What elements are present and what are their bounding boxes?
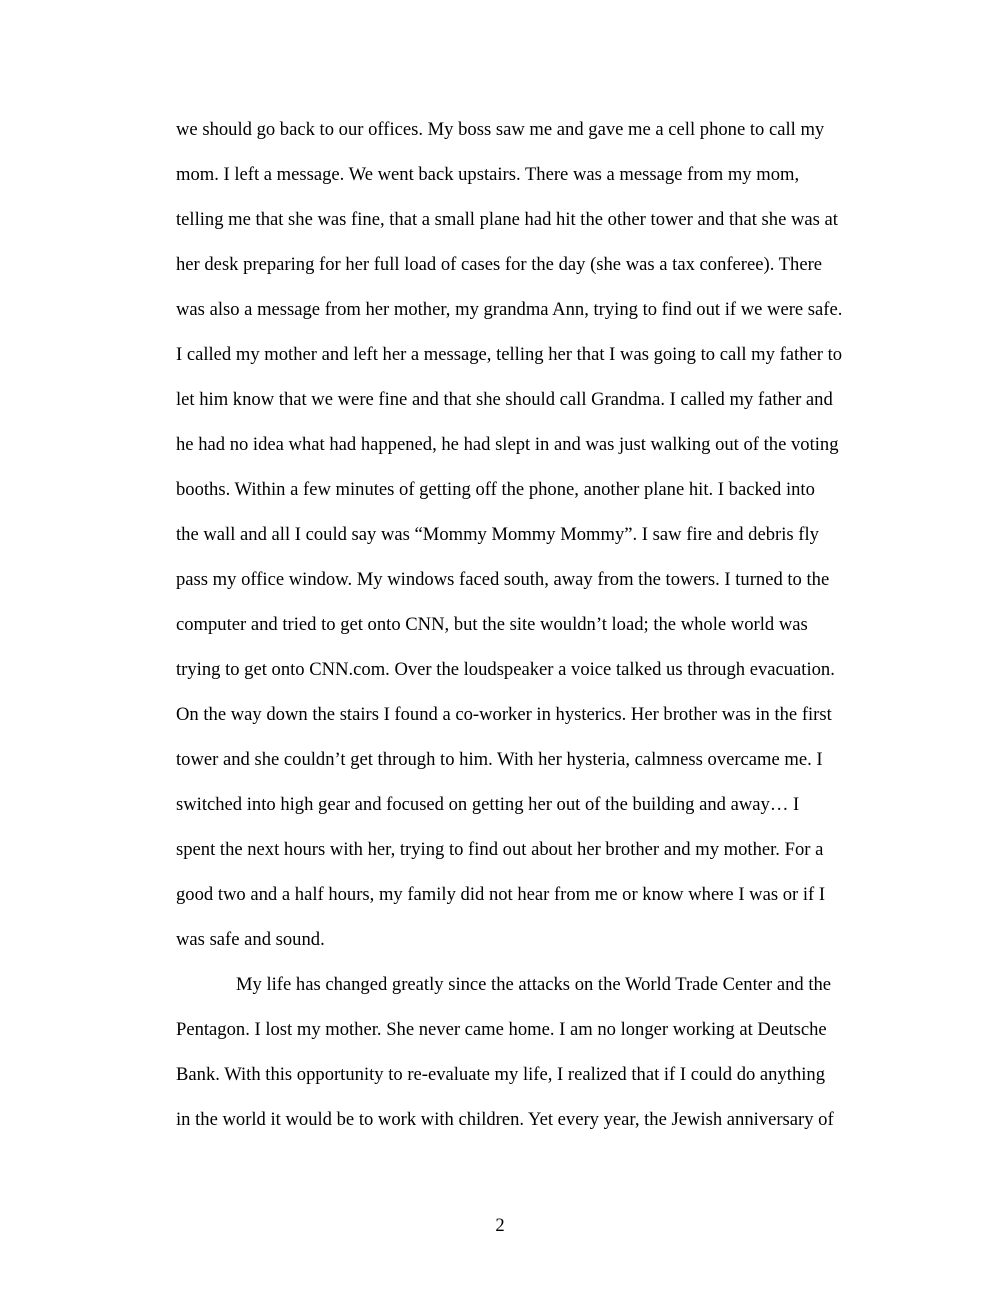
text-line: the wall and all I could say was “Mommy Mommy Mommy”. I saw fire and debris fly xyxy=(176,524,819,545)
text-line: booths. Within a few minutes of getting off the phone, another plane hit. I backed into xyxy=(176,479,815,500)
text-line: Bank. With this opportunity to re-evaluate my life, I realized that if I could do anything xyxy=(176,1064,826,1085)
text-line: we should go back to our offices. My boss saw me and gave me a cell phone to call my xyxy=(176,119,825,140)
text-line: was safe and sound. xyxy=(176,929,325,950)
page-number: 2 xyxy=(495,1215,505,1236)
text-line: switched into high gear and focused on getting her out of the building and away… I xyxy=(176,794,800,815)
text-line: spent the next hours with her, trying to find out about her brother and my mother. For a xyxy=(176,839,824,860)
paragraph-first-line: My life has changed greatly since the attacks on the World Trade Center and the xyxy=(236,974,832,995)
text-line: I called my mother and left her a message, telling her that I was going to call my father to xyxy=(176,344,843,365)
text-line: Pentagon. I lost my mother. She never came home. I am no longer working at Deutsche xyxy=(176,1019,827,1040)
text-line: computer and tried to get onto CNN, but the site wouldn’t load; the whole world was xyxy=(176,614,808,635)
text-line: good two and a half hours, my family did not hear from me or know where I was or if I xyxy=(176,884,826,905)
text-line: tower and she couldn’t get through to him. With her hysteria, calmness overcame me. I xyxy=(176,749,823,770)
text-line: her desk preparing for her full load of cases for the day (she was a tax conferee). There xyxy=(176,254,823,275)
text-line: mom. I left a message. We went back upstairs. There was a message from my mom, xyxy=(176,164,800,185)
text-line: pass my office window. My windows faced south, away from the towers. I turned to the xyxy=(176,569,830,590)
text-line: was also a message from her mother, my grandma Ann, trying to find out if we were safe. xyxy=(176,299,843,320)
text-line: trying to get onto CNN.com. Over the loudspeaker a voice talked us through evacuation. xyxy=(176,659,835,680)
text-line: telling me that she was fine, that a small plane had hit the other tower and that she was at xyxy=(176,209,838,230)
text-line: On the way down the stairs I found a co-worker in hysterics. Her brother was in the first xyxy=(176,704,832,725)
text-line: let him know that we were fine and that she should call Grandma. I called my father and xyxy=(176,389,833,410)
text-line: he had no idea what had happened, he had slept in and was just walking out of the voting xyxy=(176,434,839,455)
text-line: in the world it would be to work with children. Yet every year, the Jewish anniversary of xyxy=(176,1109,834,1130)
